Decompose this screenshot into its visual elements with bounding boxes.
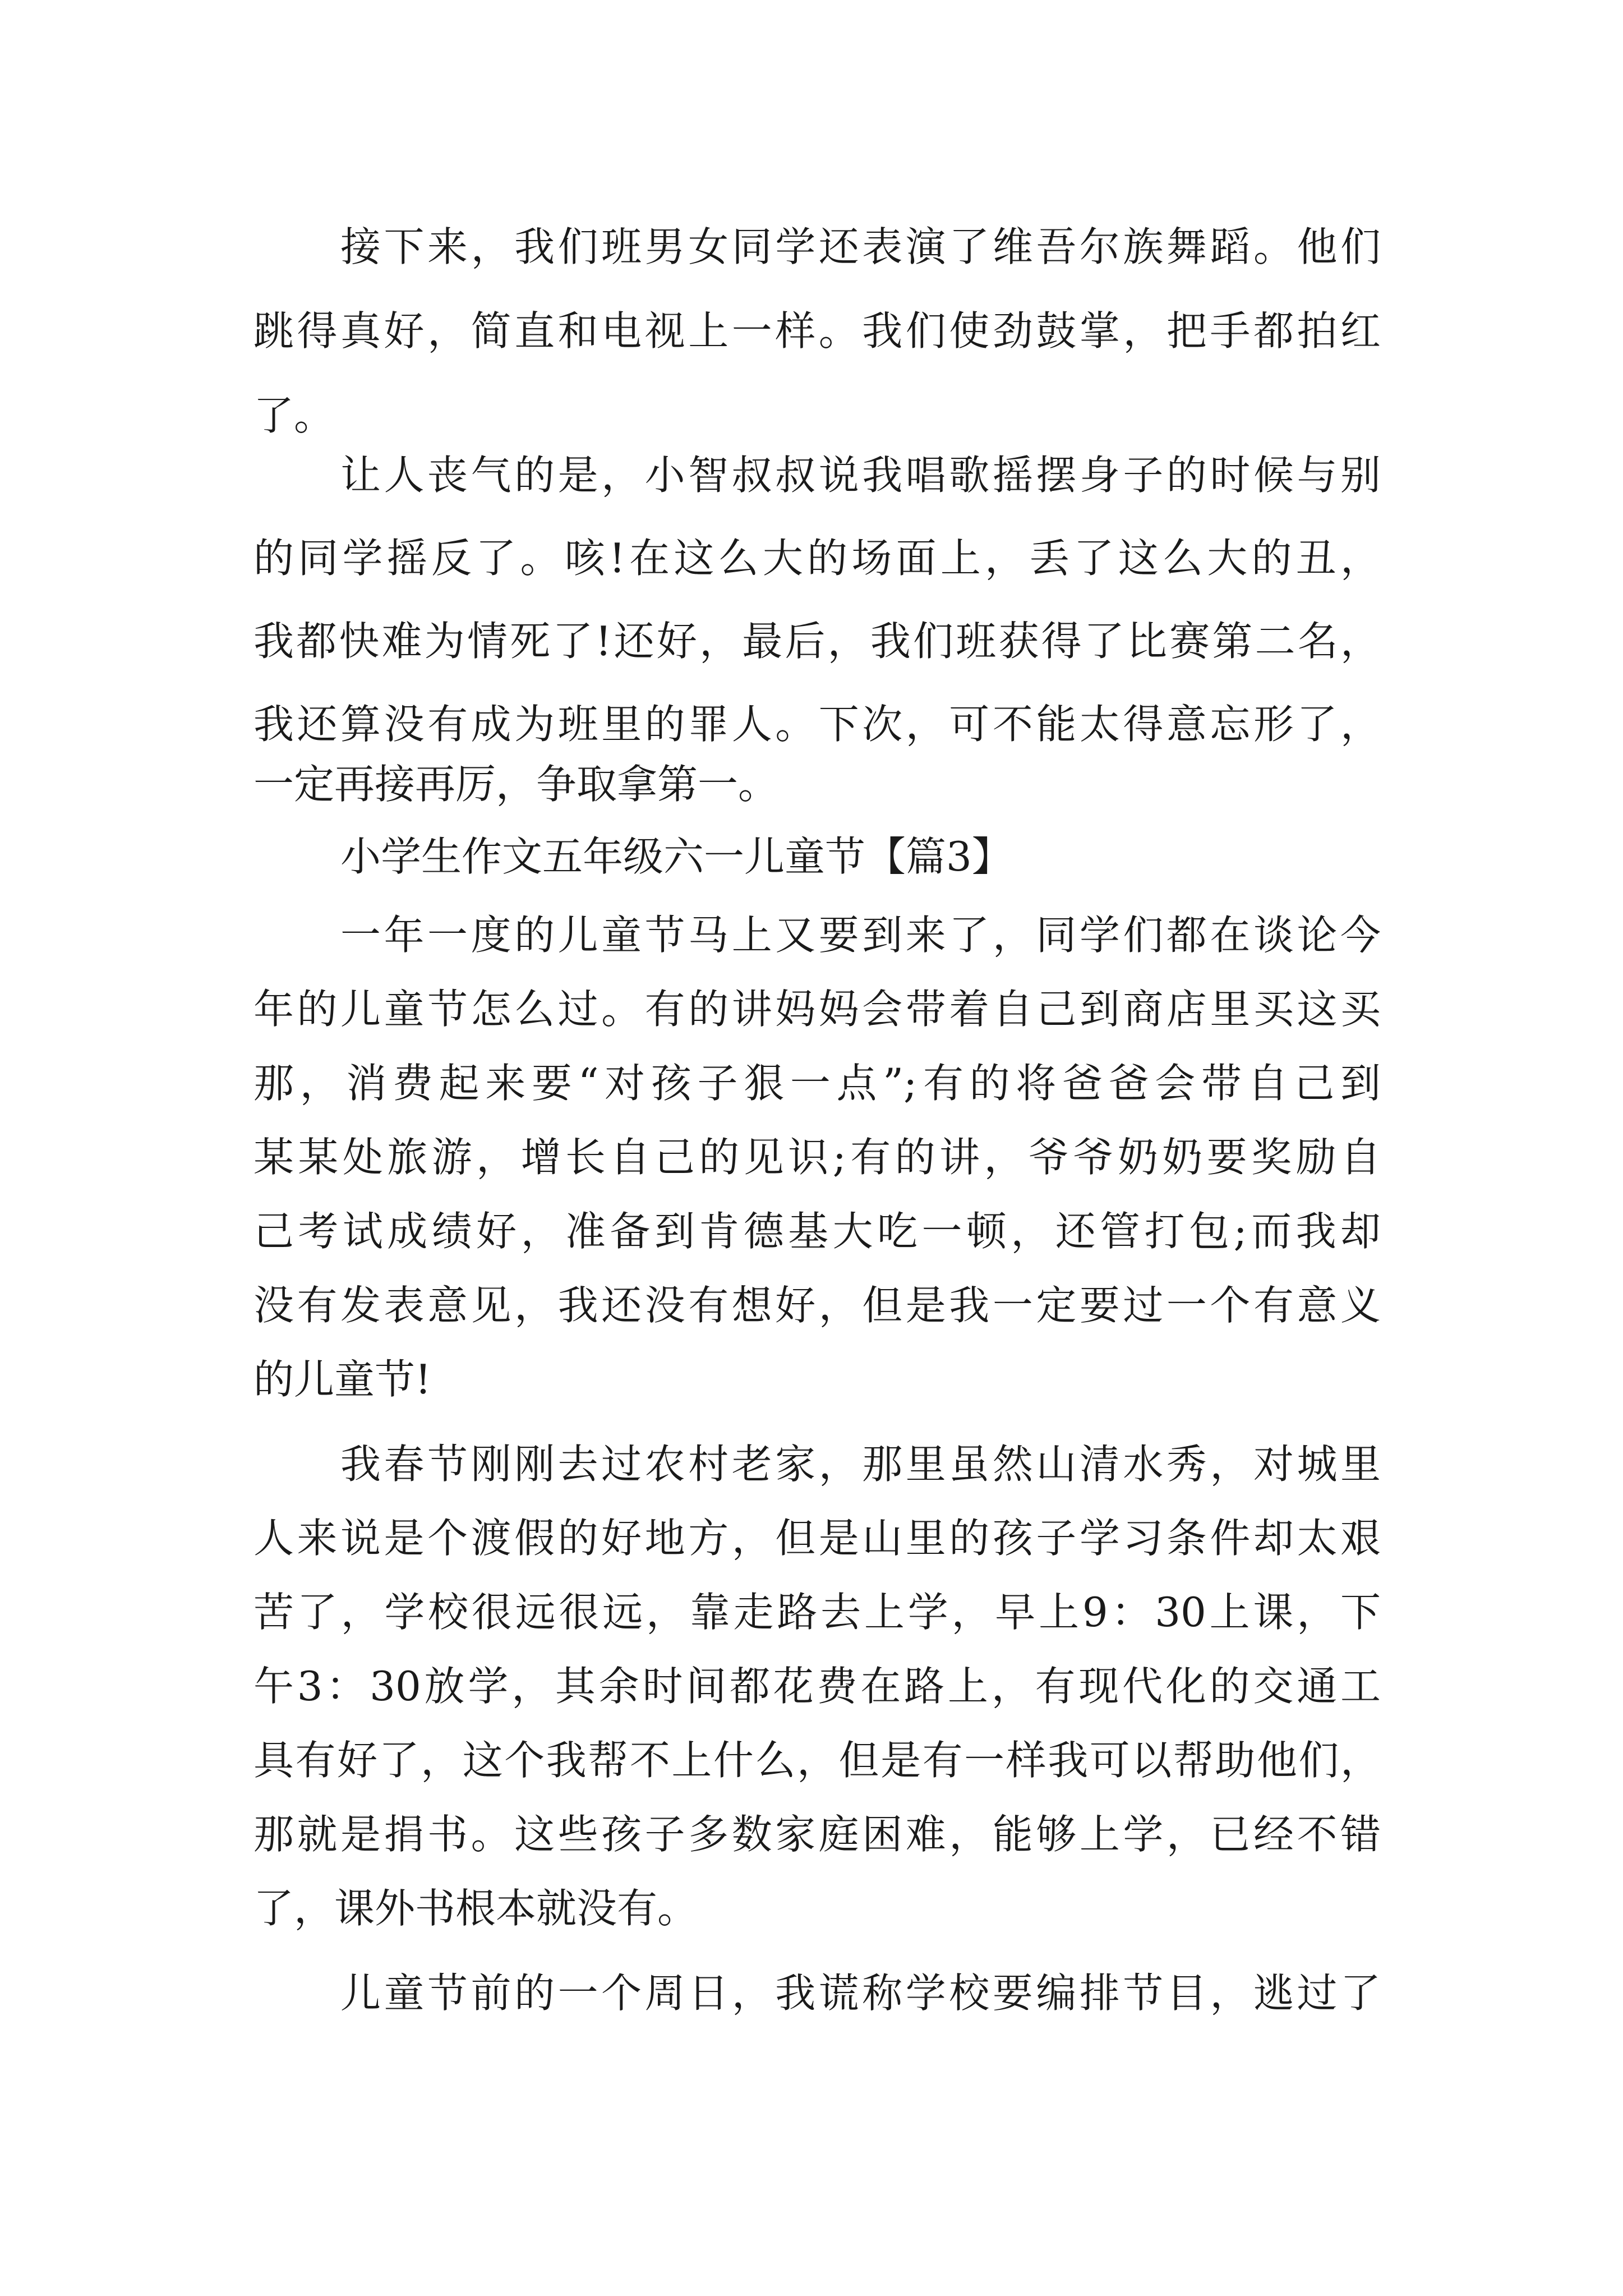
paragraph-4-line-3: 苦了，学校很远很远，靠走路去上学，早上9：30上课，下 [253,1589,1381,1636]
paragraph-2-line-4: 我还算没有成为班里的罪人。下次，可不能太得意忘形了， [253,701,1381,748]
paragraph-3-line-1: 一年一度的儿童节马上又要到来了，同学们都在谈论今 [340,912,1381,959]
paragraph-4-line-2: 人来说是个渡假的好地方，但是山里的孩子学习条件却太艰 [253,1515,1381,1562]
paragraph-3-line-3: 那，消费起来要“对孩子狠一点”;有的将爸爸会带自己到 [253,1060,1381,1107]
paragraph-5-line-1: 儿童节前的一个周日，我谎称学校要编排节目，逃过了 [340,1970,1381,2017]
paragraph-3-line-2: 年的儿童节怎么过。有的讲妈妈会带着自己到商店里买这买 [253,986,1381,1033]
paragraph-2-line-1: 让人丧气的是，小智叔叔说我唱歌摇摆身子的时候与别 [340,452,1381,499]
paragraph-4-line-7: 了，课外书根本就没有。 [253,1885,698,1932]
paragraph-1-line-3: 了。 [253,392,335,439]
paragraph-4-line-1: 我春节刚刚去过农村老家，那里虽然山清水秀，对城里 [340,1441,1381,1488]
paragraph-4-line-4: 午3：30放学，其余时间都花费在路上，有现代化的交通工 [253,1663,1381,1710]
paragraph-4-line-5: 具有好了，这个我帮不上什么，但是有一样我可以帮助他们， [253,1737,1381,1784]
paragraph-3-line-5: 己考试成绩好，准备到肯德基大吃一顿，还管打包;而我却 [253,1208,1381,1255]
paragraph-1-line-1: 接下来，我们班男女同学还表演了维吾尔族舞蹈。他们 [340,223,1381,270]
paragraph-2-line-2: 的同学摇反了。咳!在这么大的场面上，丢了这么大的丑， [253,535,1381,582]
paragraph-2-line-5: 一定再接再厉，争取拿第一。 [253,761,779,808]
paragraph-1-line-2: 跳得真好，简直和电视上一样。我们使劲鼓掌，把手都拍红 [253,307,1381,355]
section-heading: 小学生作文五年级六一儿童节【篇3】 [340,833,1012,880]
paragraph-3-line-6: 没有发表意见，我还没有想好，但是我一定要过一个有意义 [253,1282,1381,1329]
paragraph-2-line-3: 我都快难为情死了!还好，最后，我们班获得了比赛第二名， [253,618,1381,665]
paragraph-3-line-7: 的儿童节! [253,1356,431,1403]
paragraph-3-line-4: 某某处旅游，增长自己的见识;有的讲，爷爷奶奶要奖励自 [253,1134,1381,1181]
paragraph-4-line-6: 那就是捐书。这些孩子多数家庭困难，能够上学，已经不错 [253,1811,1381,1858]
